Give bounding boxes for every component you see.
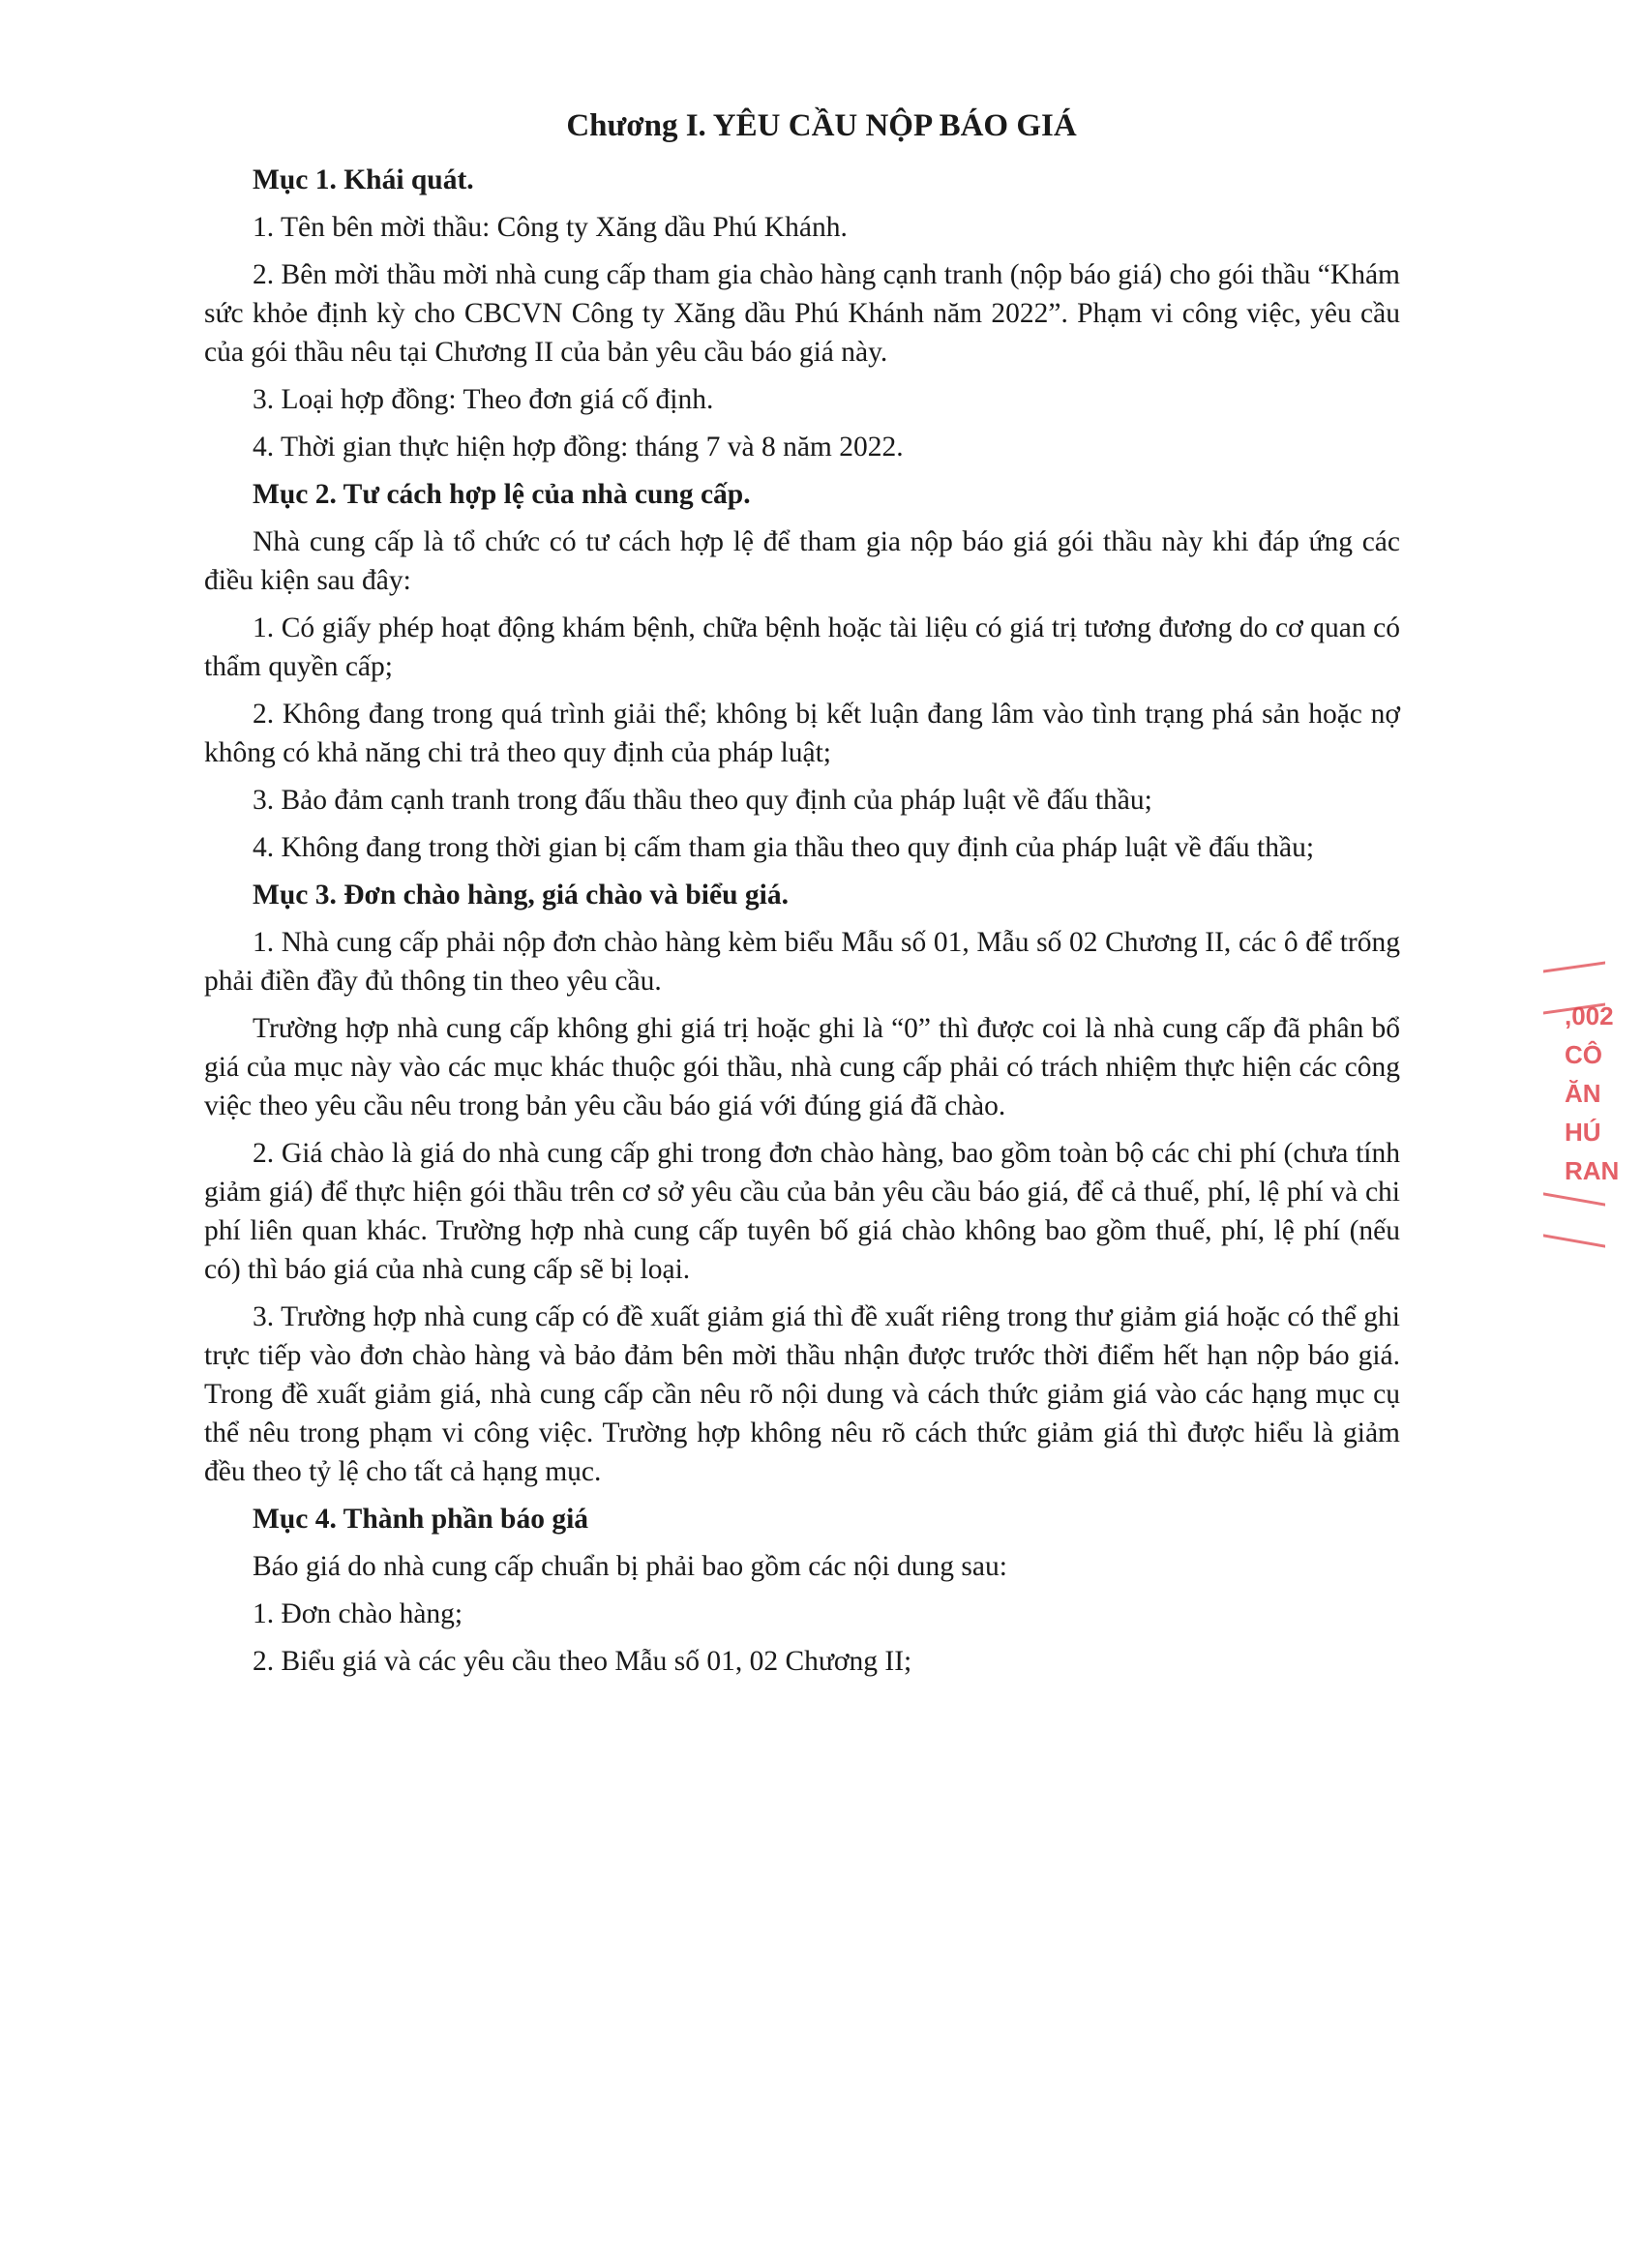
paragraph: Trường hợp nhà cung cấp không ghi giá trị hoặc ghi là “0” thì được coi là nhà cung cấp đã phân bổ giá của mục này vào các mục khác thuộc gói thầu, nhà cung cấp phải có trách nhiệm thực hiện các công việc theo yêu cầu nêu trong bản yêu cầu báo giá với đúng giá đã chào. — [204, 1013, 1400, 1121]
paragraph: 3. Loại hợp đồng: Theo đơn giá cố định. — [253, 384, 714, 415]
paragraph: 2. Giá chào là giá do nhà cung cấp ghi trong đơn chào hàng, bao gồm toàn bộ các chi phí (chưa tính giảm giá) để thực hiện gói thầu trên cơ sở yêu cầu của bản yêu cầu báo giá, để cả thuế, phí, lệ phí và chi phí liên quan khác. Trường hợp nhà cung cấp tuyên bố giá chào không bao gồm thuế, phí, lệ phí (nếu có) thì báo giá của nhà cung cấp sẽ bị loại. — [204, 1138, 1400, 1285]
stamp-ring-bottom — [1543, 1192, 1605, 1247]
paragraph: 1. Có giấy phép hoạt động khám bệnh, chữa bệnh hoặc tài liệu có giá trị tương đương do cơ quan có thẩm quyền cấp; — [204, 612, 1400, 682]
paragraph: 3. Bảo đảm cạnh tranh trong đấu thầu theo quy định của pháp luật về đấu thầu; — [253, 785, 1152, 816]
paragraph: 2. Không đang trong quá trình giải thể; không bị kết luận đang lâm vào tình trạng phá sản hoặc nợ không có khả năng chi trả theo quy định của pháp luật; — [204, 699, 1400, 768]
document-body — [204, 106, 1400, 1689]
paragraph: 1. Đơn chào hàng; — [253, 1598, 463, 1629]
red-stamp-fragment — [1543, 958, 1620, 1268]
paragraph: 2. Biểu giá và các yêu cầu theo Mẫu số 01, 02 Chương II; — [253, 1646, 912, 1677]
section-heading: Mục 4. Thành phần báo giá — [253, 1504, 589, 1535]
paragraph: Báo giá do nhà cung cấp chuẩn bị phải bao gồm các nội dung sau: — [253, 1551, 1007, 1582]
paragraph: Nhà cung cấp là tổ chức có tư cách hợp lệ để tham gia nộp báo giá gói thầu này khi đáp ứng các điều kiện sau đây: — [204, 526, 1400, 596]
section-heading: Mục 1. Khái quát. — [253, 164, 474, 195]
paragraph: 4. Thời gian thực hiện hợp đồng: tháng 7 và 8 năm 2022. — [253, 432, 904, 463]
stamp-text: ,002 CÔ ĂN HÚ RAN — [1565, 1001, 1620, 1185]
paragraph: 4. Không đang trong thời gian bị cấm tham gia thầu theo quy định của pháp luật về đấu thầu; — [253, 832, 1315, 863]
paragraph: 1. Nhà cung cấp phải nộp đơn chào hàng kèm biểu Mẫu số 01, Mẫu số 02 Chương II, các ô để trống phải điền đầy đủ thông tin theo yêu cầu. — [204, 927, 1400, 997]
paragraph: 1. Tên bên mời thầu: Công ty Xăng dầu Phú Khánh. — [253, 212, 848, 243]
paragraph: 3. Trường hợp nhà cung cấp có đề xuất giảm giá thì đề xuất riêng trong thư giảm giá hoặc có thể ghi trực tiếp vào đơn chào hàng và bảo đảm bên mời thầu nhận được trước thời điểm hết hạn nộp báo giá. Trong đề xuất giảm giá, nhà cung cấp cần nêu rõ nội dung và cách thức giảm giá vào các hạng mục cụ thể nêu trong phạm vi công việc. Trường hợp không nêu rõ cách thức giảm giá thì được hiểu là giảm đều theo tỷ lệ cho tất cả hạng mục. — [204, 1301, 1400, 1487]
paragraph: 2. Bên mời thầu mời nhà cung cấp tham gia chào hàng cạnh tranh (nộp báo giá) cho gói thầu “Khám sức khỏe định kỳ cho CBCVN Công ty Xăng dầu Phú Khánh năm 2022”. Phạm vi công việc, yêu cầu của gói thầu nêu tại Chương II của bản yêu cầu báo giá này. — [204, 259, 1400, 368]
section-heading: Mục 2. Tư cách hợp lệ của nhà cung cấp. — [253, 479, 751, 510]
section-heading: Mục 3. Đơn chào hàng, giá chào và biểu giá. — [253, 880, 789, 910]
document-blocks — [204, 161, 1400, 1681]
chapter-title: Chương I. YÊU CẦU NỘP BÁO GIÁ — [566, 108, 1077, 143]
